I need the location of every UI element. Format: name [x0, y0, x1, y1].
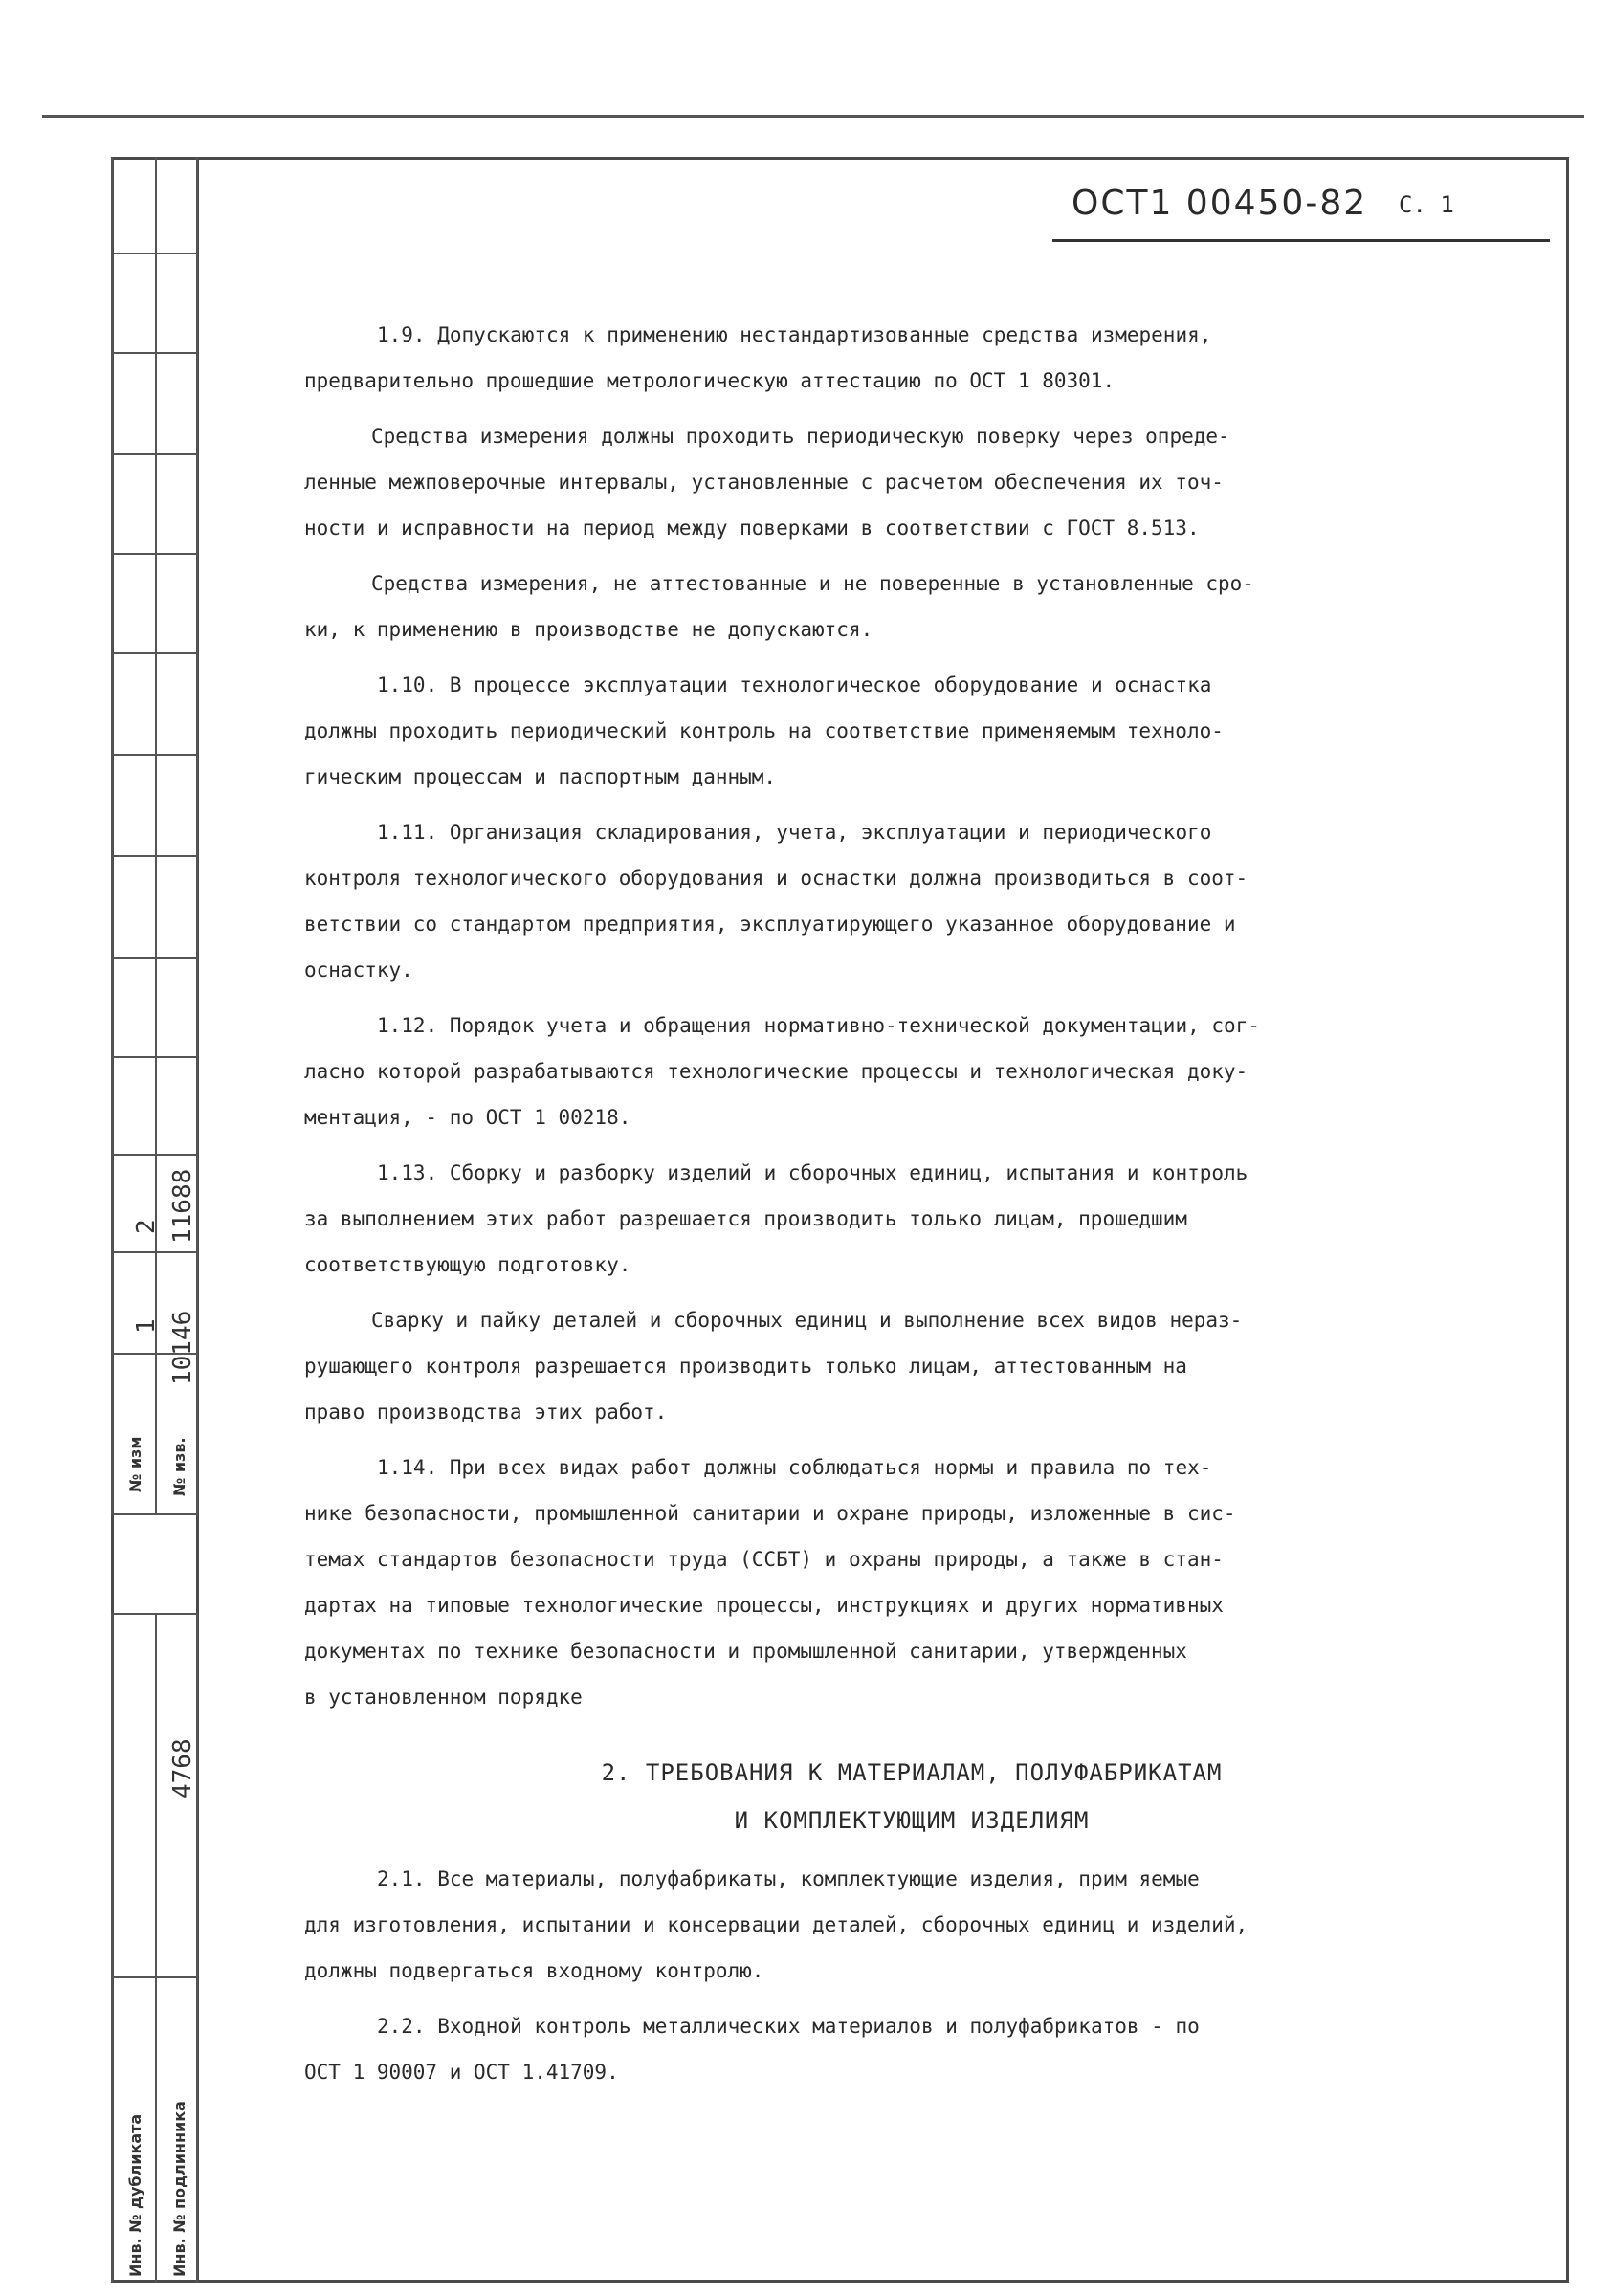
- text-line: оснастку.: [304, 959, 413, 982]
- stamp-col-1: [111, 157, 157, 1515]
- text-line: соответствующую подготовку.: [304, 1253, 631, 1276]
- paragraph-welding: [304, 1297, 1433, 1435]
- text-line: контроля технологического оборудования и оснастки должна производиться в соот-: [304, 867, 1248, 890]
- text-line: 1.11. Организация складирования, учета, эксплуатации и периодического: [377, 821, 1212, 844]
- text-line: дартах на типовые технологические процессы, инструкциях и других нормативных: [304, 1594, 1224, 1617]
- inv-original-label: Инв. № подлинника: [170, 2101, 188, 2277]
- page-number: С. 1: [1399, 191, 1454, 218]
- text-line: ленные межповерочные интервалы, установленные с расчетом обеспечения их точ-: [304, 471, 1224, 494]
- text-line: Сварку и пайку деталей и сборочных единиц и выполнение всех видов нераз-: [371, 1309, 1243, 1332]
- text-line: должны проходить периодический контроль на соответствие применяемым техноло-: [304, 719, 1224, 742]
- stamp-izm-label: № изм: [126, 1436, 144, 1492]
- text-line: должны подвергаться входному контролю.: [304, 1959, 764, 1982]
- inv-row: [111, 1976, 196, 1978]
- stamp-row: [111, 652, 196, 654]
- section-title-line: 2. ТРЕБОВАНИЯ К МАТЕРИАЛАМ, ПОЛУФАБРИКАТАМ: [601, 1759, 1223, 1786]
- stamp-row: [111, 754, 196, 756]
- inv-original-number: 4768: [168, 1738, 197, 1799]
- text-line: 2.1. Все материалы, полуфабрикаты, комплектующие изделия, прим яемые: [377, 1867, 1200, 1890]
- text-line: в установленном порядке: [304, 1686, 583, 1709]
- document-code: ОСТ1 00450-82: [1072, 184, 1368, 223]
- stamp-row: [111, 957, 196, 959]
- document-code-block: [1052, 182, 1550, 242]
- text-line: предварительно прошедшие метрологическую аттестацию по ОСТ 1 80301.: [304, 369, 1116, 392]
- stamp-izv-2: 11688: [168, 1168, 197, 1244]
- paragraph-measuring-verification: [304, 413, 1433, 551]
- stamp-row: [111, 1056, 196, 1058]
- text-line: ОСТ 1 90007 и ОСТ 1.41709.: [304, 2061, 619, 2084]
- text-line: ласно которой разрабатываются технологические процессы и технологическая доку-: [304, 1060, 1248, 1083]
- paragraph-1-10: [304, 662, 1433, 800]
- stamp-row: [111, 253, 196, 254]
- text-line: 1.14. При всех видах работ должны соблюдаться нормы и правила по тех-: [377, 1456, 1212, 1479]
- text-line: ности и исправности на период между поверками в соответствии с ГОСТ 8.513.: [304, 517, 1200, 540]
- stamp-izv-1: 10146: [168, 1310, 197, 1385]
- text-line: документах по технике безопасности и промышленной санитарии, утвержденных: [304, 1640, 1187, 1663]
- text-line: 1.12. Порядок учета и обращения нормативно-технической документации, сог-: [377, 1014, 1260, 1037]
- paragraph-1-13: [304, 1150, 1433, 1288]
- text-line: ментация, - по ОСТ 1 00218.: [304, 1106, 631, 1129]
- stamp-row: [111, 1154, 196, 1156]
- text-line: Средства измерения, не аттестованные и не поверенные в установленные сро-: [371, 572, 1254, 595]
- document-body: [304, 312, 1433, 2105]
- stamp-izv-label: № изв.: [170, 1437, 188, 1496]
- paragraph-1-11: [304, 809, 1433, 993]
- stamp-row: [111, 855, 196, 857]
- inv-duplicate-label: Инв. № дубликата: [126, 2113, 144, 2277]
- text-line: для изготовления, испытании и консервации деталей, сборочных единиц и изделий,: [304, 1913, 1248, 1936]
- paragraph-2-1: [304, 1856, 1433, 1994]
- text-line: 1.10. В процессе эксплуатации технологическое оборудование и оснастка: [377, 673, 1212, 696]
- text-line: 1.13. Сборку и разборку изделий и сборочных единиц, испытания и контроль: [377, 1161, 1248, 1184]
- stamp-row: [111, 553, 196, 555]
- stamp-row: [111, 352, 196, 354]
- paragraph-2-2: [304, 2003, 1433, 2095]
- text-line: гическим процессам и паспортным данным.: [304, 765, 777, 788]
- inv-row: [111, 1613, 196, 1615]
- text-line: за выполнением этих работ разрешается производить только лицам, прошедшим: [304, 1207, 1187, 1230]
- stamp-row: [111, 1513, 196, 1515]
- text-line: ветствии со стандартом предприятия, эксплуатирующего указанное оборудование и: [304, 913, 1236, 936]
- paragraph-1-14: [304, 1445, 1433, 1720]
- section-title-line: И КОМПЛЕКТУЮЩИМ ИЗДЕЛИЯМ: [734, 1807, 1090, 1834]
- paragraph-not-certified: [304, 561, 1433, 652]
- paragraph-1-9: [304, 312, 1433, 404]
- text-line: нике безопасности, промышленной санитарии и охране природы, изложенные в сис-: [304, 1502, 1236, 1525]
- text-line: рушающего контроля разрешается производить только лицам, аттестованным на: [304, 1355, 1187, 1378]
- paragraph-1-12: [304, 1003, 1433, 1140]
- stamp-izm-1: 1: [132, 1318, 161, 1334]
- section-2-title: [304, 1749, 1433, 1844]
- stamp-izm-2: 2: [132, 1219, 161, 1234]
- text-line: темах стандартов безопасности труда (ССБТ) и охраны природы, а также в стан-: [304, 1548, 1224, 1571]
- stamp-row: [111, 1251, 196, 1253]
- text-line: 1.9. Допускаются к применению нестандартизованные средства измерения,: [377, 323, 1212, 346]
- text-line: Средства измерения должны проходить периодическую поверку через опреде-: [371, 425, 1230, 448]
- outer-top-border: [42, 115, 1584, 118]
- text-line: ки, к применению в производстве не допускаются.: [304, 618, 873, 641]
- text-line: право производства этих работ.: [304, 1401, 668, 1424]
- stamp-row: [111, 453, 196, 455]
- text-line: 2.2. Входной контроль металлических материалов и полуфабрикатов - по: [377, 2015, 1200, 2038]
